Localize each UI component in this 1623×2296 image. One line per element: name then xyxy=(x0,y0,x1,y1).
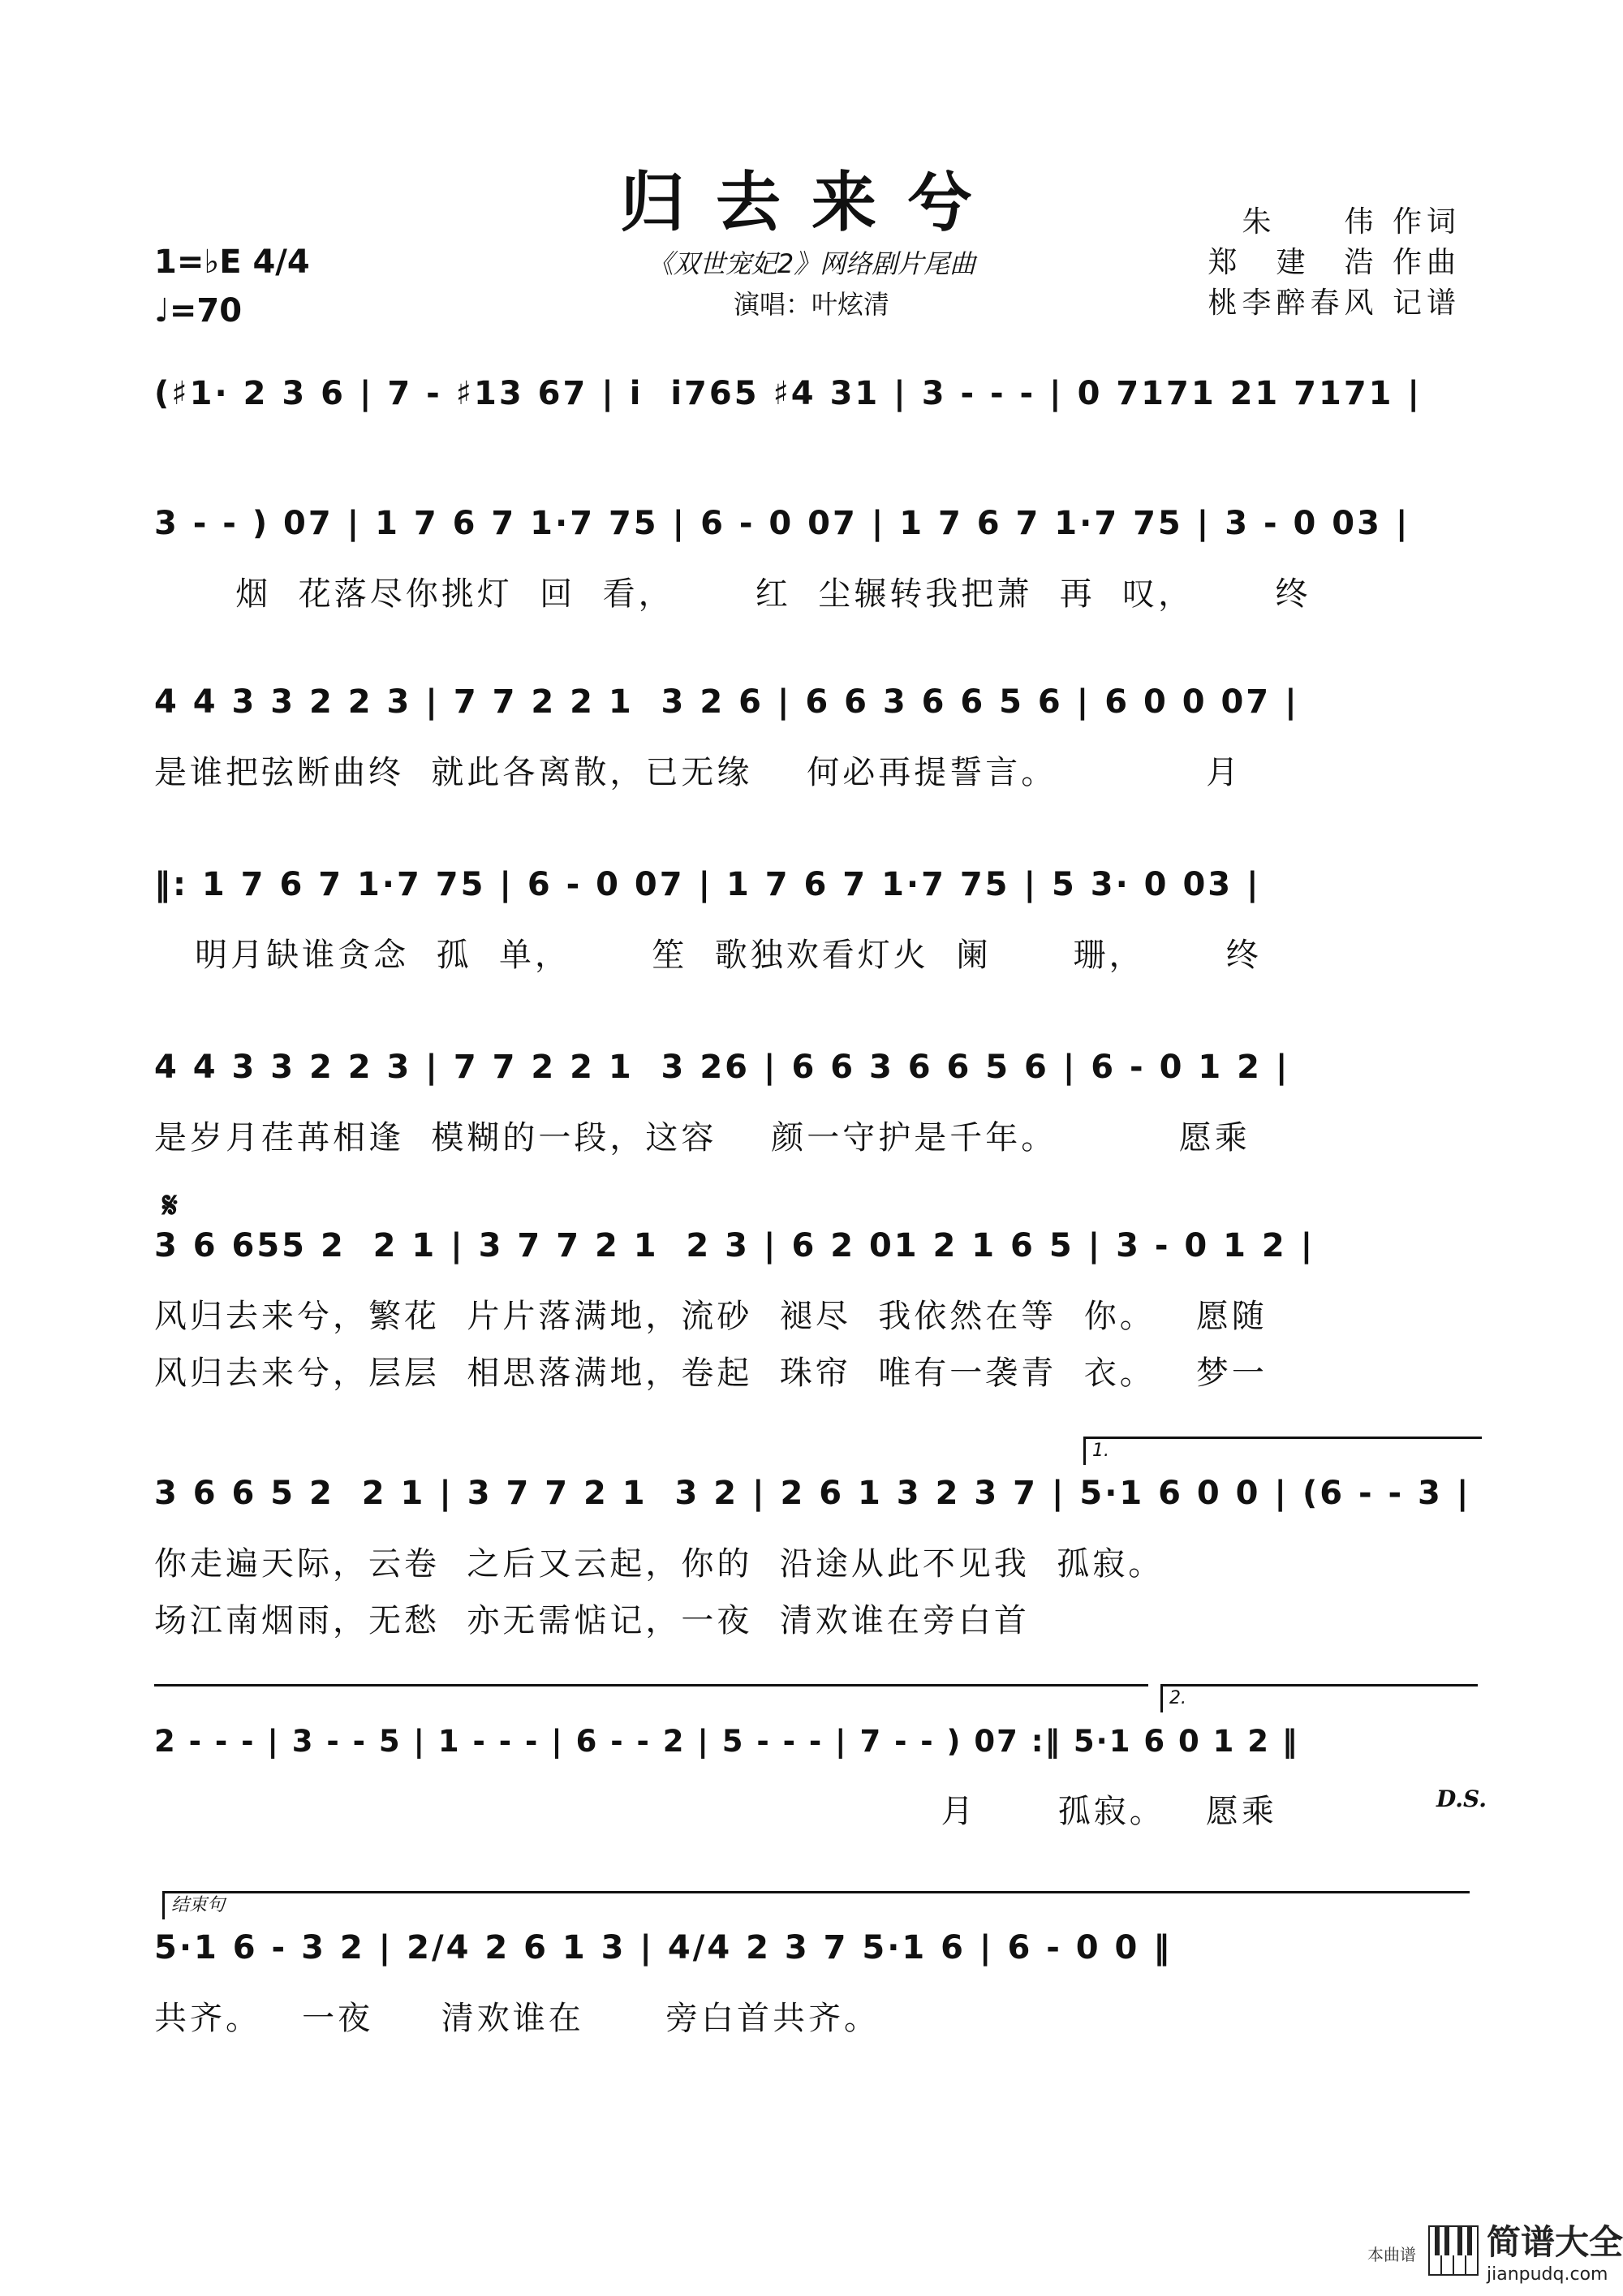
site-url: jianpudq.com xyxy=(1487,2264,1608,2285)
piano-icon xyxy=(1428,2225,1479,2276)
site-brand: 简谱大全 xyxy=(1487,2222,1623,2262)
score-row-9 xyxy=(154,1919,1477,2082)
page-title: 归去来兮 xyxy=(620,164,1003,240)
credit-transcriber: 桃李醉春风 记谱 xyxy=(1208,286,1461,320)
notation-line: 5·1 6 - 3 2 | 2/4 2 6 1 3 | 4/4 2 3 7 5·1 6 | 6 - 0 0 ‖ xyxy=(154,1929,1173,1966)
lyric-line: 风归去来兮，繁花 片片落满地，流砂 褪尽 我依然在等 你。 愿随 xyxy=(154,1298,1268,1335)
volta-first-extension xyxy=(154,1684,1148,1686)
score-row-7 xyxy=(154,1465,1477,1639)
ds-mark: D.S. xyxy=(1436,1786,1487,1812)
lyric-line: 烟 花落尽你挑灯 回 看， 红 尘辗转我把萧 再 叹， 终 xyxy=(154,575,1311,613)
lyric-line: 月 孤寂。 愿乘 xyxy=(154,1793,1277,1830)
subtitle: 《双世宠妃2》网络剧片尾曲 xyxy=(647,248,976,279)
score-row-5 xyxy=(154,1039,1477,1201)
score-row-3 xyxy=(154,674,1477,836)
notation-line: 3 - - ) 07 | 1 7 6 7 1·7 75 | 6 - 0 07 | 1 7 6 7 1·7 75 | 3 - 0 03 | xyxy=(154,505,1410,542)
notation-line: 4 4 3 3 2 2 3 | 7 7 2 2 1 3 26 | 6 6 3 6 6 5 6 | 6 - 0 1 2 | xyxy=(154,1049,1290,1086)
score-row-8 xyxy=(154,1712,1477,1875)
notation-line: 2 - - - | 3 - - 5 | 1 - - - | 6 - - 2 | 5 - - - | 7 - - ) 07 :‖ 5·1 6 0 1 2 ‖ xyxy=(154,1723,1299,1759)
site-logo xyxy=(1428,2216,1623,2285)
singer: 演唱：叶炫清 xyxy=(733,289,889,320)
notation-line: 4 4 3 3 2 2 3 | 7 7 2 2 1 3 2 6 | 6 6 3 6 6 5 6 | 6 0 0 07 | xyxy=(154,683,1299,721)
lyric-line-verse-2: 风归去来兮，层层 相思落满地，卷起 珠帘 唯有一袭青 衣。 梦一 xyxy=(154,1355,1268,1392)
notation-line: (♯1· 2 3 6 | 7 - ♯13 67 | i i765 ♯4 31 | 3 - - - | 0 7171 21 7171 | xyxy=(154,375,1423,412)
notation-line: 3 6 655 2 2 1 | 3 7 7 2 1 2 3 | 6 2 01 2 1 6 5 | 3 - 0 1 2 | xyxy=(154,1227,1315,1264)
key-signature: 1=♭E 4/4 xyxy=(154,243,310,281)
segno-mark: 𝄋 xyxy=(162,1185,178,1226)
volta-first-ending: 1. xyxy=(1083,1437,1482,1465)
lyric-line: 是谁把弦断曲终 就此各离散，已无缘 何必再提誓言。 月 xyxy=(154,754,1242,791)
coda-bracket: 结束句 xyxy=(162,1891,1470,1919)
lyric-line: 明月缺谁贪念 孤 单， 笙 歌独欢看灯火 阑 珊， 终 xyxy=(154,937,1262,974)
notation-line: ‖: 1 7 6 7 1·7 75 | 6 - 0 07 | 1 7 6 7 1·7 75 | 5 3· 0 03 | xyxy=(154,866,1261,903)
lyric-line: 共齐。 一夜 清欢谁在 旁白首共齐。 xyxy=(154,2000,880,2037)
score-row-6 xyxy=(154,1217,1477,1392)
tempo-marking: ♩=70 xyxy=(154,292,243,330)
score-row-4 xyxy=(154,856,1477,1019)
credit-composer: 郑 建 浩 作曲 xyxy=(1208,246,1461,279)
lyric-line: 是岁月荏苒相逢 模糊的一段，这容 颜一守护是千年。 愿乘 xyxy=(154,1119,1251,1157)
notation-line: 3 6 6 5 2 2 1 | 3 7 7 2 1 3 2 | 2 6 1 3 2 3 7 | 5·1 6 0 0 | (6 - - 3 | xyxy=(154,1475,1471,1512)
lyric-line: 你走遍天际，云卷 之后又云起，你的 沿途从此不见我 孤寂。 xyxy=(154,1545,1165,1583)
volta-second-ending: 2. xyxy=(1160,1684,1478,1712)
credit-lyricist: 朱 伟 作词 xyxy=(1242,205,1461,239)
lyric-line-verse-2: 场江南烟雨，无愁 亦无需惦记，一夜 清欢谁在旁白首 xyxy=(154,1602,1030,1639)
footer-note: 本曲谱 xyxy=(1367,2245,1416,2264)
score-row-2 xyxy=(154,495,1477,657)
